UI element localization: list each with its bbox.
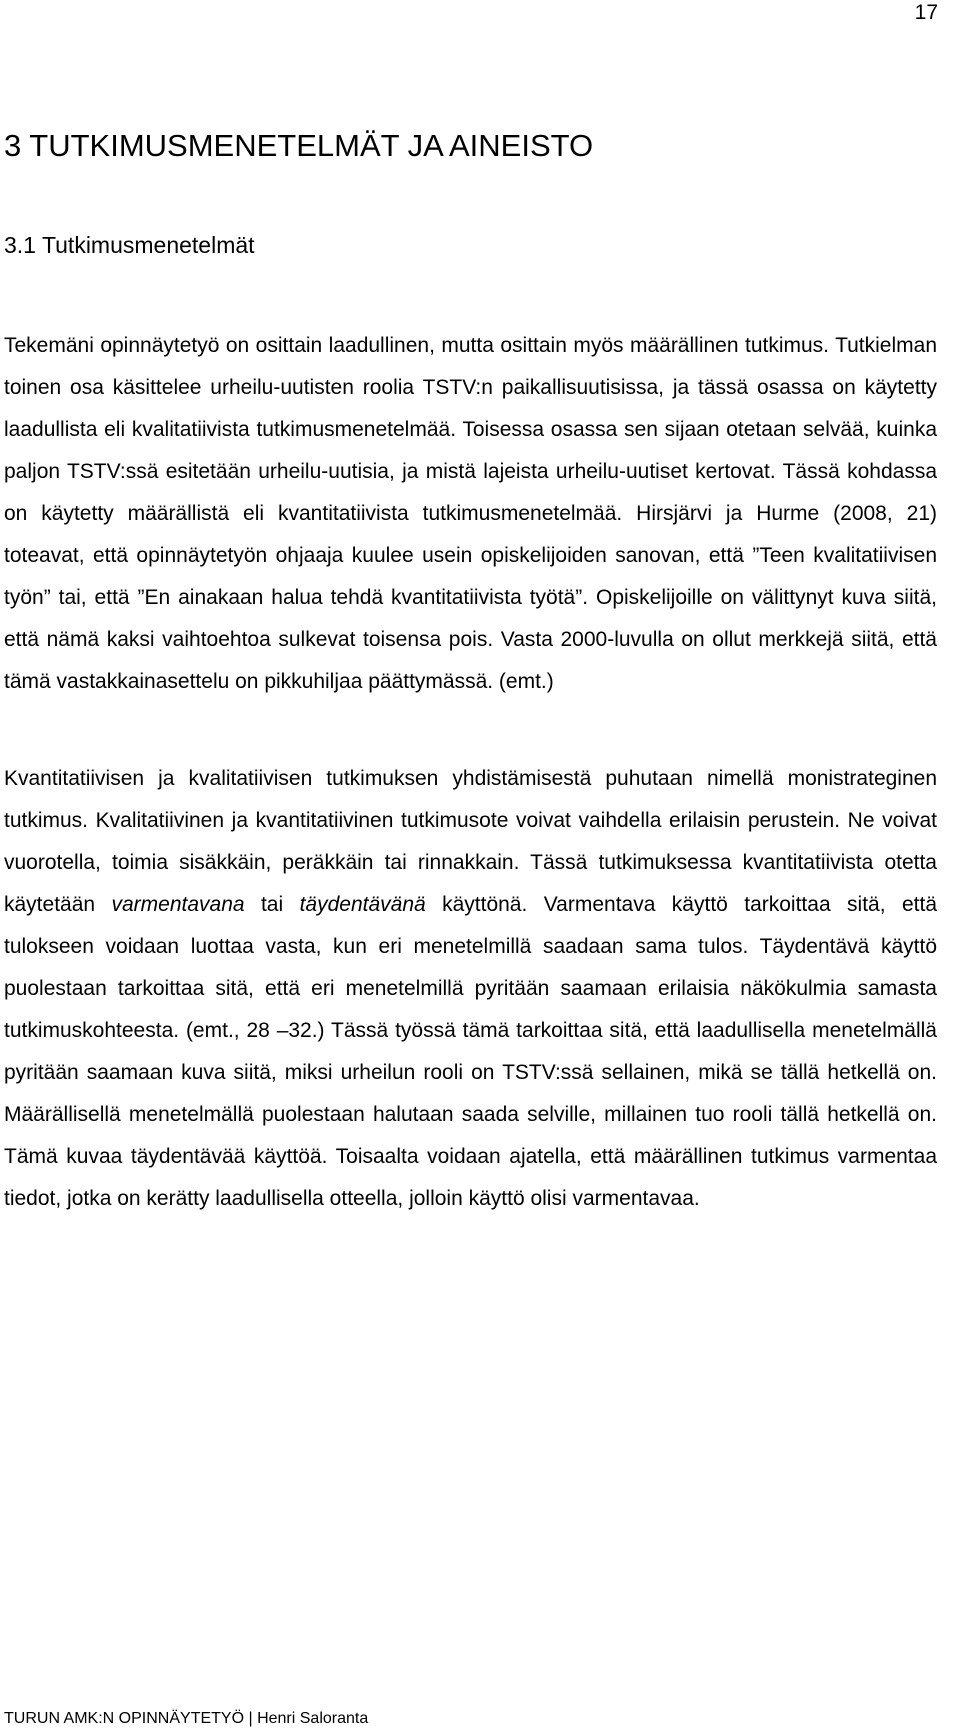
page-footer: TURUN AMK:N OPINNÄYTETYÖ | Henri Saloranta [4, 1710, 369, 1727]
section-title: 3.1 Tutkimusmenetelmät [4, 232, 255, 258]
paragraph-text-segment: Kvantitatiivisen ja kvalitatiivisen tutkimuksen yhdistämisestä puhutaan nimellä monistrateginen tutkimus. Kvalitatiivinen ja kvantitatiivinen tutkimusote voivat vaihdella erilaisin perustein. Ne voivat vuorotella, toimia sisäkkäin, peräkkäin tai rinnakkain. Tässä tutkimuksessa kvantitatiivista otetta käytetään [4, 767, 937, 916]
paragraph-research-methods: Tekemäni opinnäytetyö on osittain laadullinen, mutta osittain myös määrällinen tutkimus. Tutkielman toinen osa käsittelee urheilu-uutisten roolia TSTV:n paikallisuutisissa, ja tässä osassa on käytetty laadullista eli kvalitatiivista tutkimusmenetelmää. Toisessa osassa sen sijaan otetaan selvää, kuinka paljon TSTV:ssä esitetään urheilu-uutisia, ja mistä lajeista urheilu-uutiset kertovat. Tässä kohdassa on käytetty määrällistä eli kvantitatiivista tutkimusmenetelmää. Hirsjärvi ja Hurme (2008, 21) toteavat, että opinnäytetyön ohjaaja kuulee usein opiskelijoiden sanovan, että ”Teen kvalitatiivisen työn” tai, että ”En ainakaan halua tehdä kvantitatiivista työtä”. Opiskelijoille on välittynyt kuva siitä, että nämä kaksi vaihtoehtoa sulkevat toisensa pois. Vasta 2000-luvulla on ollut merkkejä siitä, että tämä vastakkainasettelu on pikkuhiljaa päättymässä. (emt.) [4, 334, 937, 693]
emphasis-term-taydentava: täydentävänä [299, 893, 426, 916]
paragraph-multistrategy-research [4, 758, 937, 1220]
paragraph-text-segment: tai [244, 893, 300, 916]
chapter-title: 3 TUTKIMUSMENETELMÄT JA AINEISTO [4, 128, 594, 163]
page-number: 17 [914, 1, 938, 24]
emphasis-term-varmentava: varmentavana [111, 893, 245, 916]
paragraph-text-segment: käyttönä. Varmentava käyttö tarkoittaa sitä, että tulokseen voidaan luottaa vasta, kun eri menetelmillä saadaan sama tulos. Täydentävä käyttö puolestaan tarkoittaa sitä, että eri menetelmillä pyritään saamaan erilaisia näkökulmia samasta tutkimuskohteesta. (emt., 28 –32.) Tässä työssä tämä tarkoittaa sitä, että laadullisella menetelmällä pyritään saamaan kuva siitä, miksi urheilun rooli on TSTV:ssä sellainen, mikä se tällä hetkellä on. Määrällisellä menetelmällä puolestaan halutaan saada selville, millainen tuo rooli tällä hetkellä on. Tämä kuvaa täydentävää käyttöä. Toisaalta voidaan ajatella, että määrällinen tutkimus varmentaa tiedot, jotka on kerätty laadullisella otteella, jolloin käyttö olisi varmentavaa. [4, 893, 937, 1210]
